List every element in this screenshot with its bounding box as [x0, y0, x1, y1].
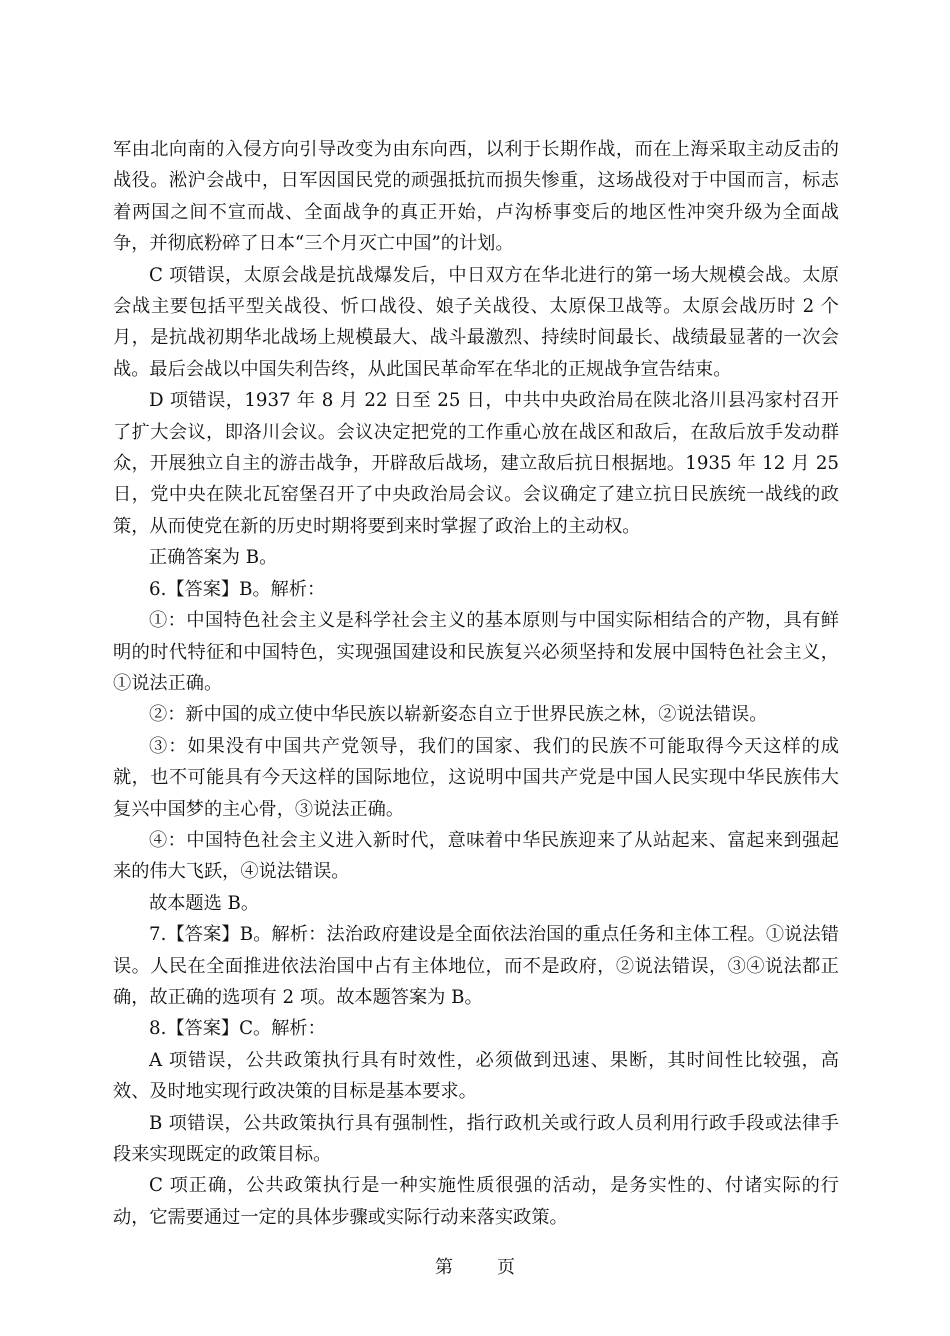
paragraph: D 项错误，1937 年 8 月 22 日至 25 日，中共中央政治局在陕北洛川县冯家村召开了扩大会议，即洛川会议。会议决定把党的工作重心放在战区和敌后，在敌后放手发动群众，开展独立自主的游击战争，开辟敌后战场，建立敌后抗日根据地。1935 年 12 月 25 日，党中央在陕北瓦窑堡召开了中央政治局会议。会议确定了建立抗日民族统一战线的政策，从而使党在新的历史时期将要到来时掌握了政治上的主动权。	[113, 390, 839, 537]
question-heading: 8.【答案】C。解析：	[149, 1018, 326, 1040]
paragraph: B 项错误，公共政策执行具有强制性，指行政机关或行政人员利用行政手段或法律手段来实现既定的政策目标。	[113, 1112, 839, 1165]
paragraph: ③：如果没有中国共产党领导，我们的国家、我们的民族不可能取得今天这样的成就，也不可能具有今天这样的国际地位，这说明中国共产党是中国人民实现中华民族伟大复兴中国梦的主心骨，③说法正确。	[113, 735, 839, 820]
question-heading: 6.【答案】B。解析：	[149, 578, 326, 600]
paragraph: 正确答案为 B。	[149, 547, 278, 569]
paragraph: C 项正确，公共政策执行是一种实施性质很强的活动，是务实性的、付诸实际的行动，它需要通过一定的具体步骤或实际行动来落实政策。	[113, 1175, 839, 1228]
footer-page-suffix: 页	[497, 1257, 515, 1278]
footer-page-prefix: 第	[435, 1257, 453, 1278]
question-heading: 7.【答案】B。解析：法治政府建设是全面依法治国的重点任务和主体工程。①说法错误。人民在全面推进依法治国中占有主体地位，而不是政府，②说法错误，③④说法都正确，故正确的选项有 2 项。故本题答案为 B。	[113, 924, 839, 1008]
paragraph: 军由北向南的入侵方向引导改变为由东向西，以利于长期作战，而在上海采取主动反击的战役。淞沪会战中，日军因国民党的顽强抵抗而损失惨重，这场战役对于中国而言，标志着两国之间不宣而战、全面战争的真正开始，卢沟桥事变后的地区性冲突升级为全面战争，并彻底粉碎了日本“三个月灭亡中国”的计划。	[113, 139, 839, 255]
paragraph: ①：中国特色社会主义是科学社会主义的基本原则与中国实际相结合的产物，具有鲜明的时代特征和中国特色，实现强国建设和民族复兴必须坚持和发展中国特色社会主义，①说法正确。	[113, 610, 839, 694]
page-footer	[0, 1253, 950, 1279]
paragraph: A 项错误，公共政策执行具有时效性，必须做到迅速、果断，其时间性比较强，高效、及时地实现行政决策的目标是基本要求。	[113, 1049, 839, 1103]
paragraph: ④：中国特色社会主义进入新时代，意味着中华民族迎来了从站起来、富起来到强起来的伟大飞跃，④说法错误。	[113, 829, 839, 883]
paragraph: 故本题选 B。	[149, 892, 260, 914]
page-body	[113, 134, 839, 1233]
paragraph: ②：新中国的成立使中华民族以崭新姿态自立于世界民族之林，②说法错误。	[149, 704, 768, 726]
paragraph: C 项错误，太原会战是抗战爆发后，中日双方在华北进行的第一场大规模会战。太原会战主要包括平型关战役、忻口战役、娘子关战役、太原保卫战等。太原会战历时 2 个月，是抗战初期华北战场上规模最大、战斗最激烈、持续时间最长、战绩最显著的一次会战。最后会战以中国失利告终，从此国民革命军在华北的正规战争宣告结束。	[113, 264, 839, 380]
